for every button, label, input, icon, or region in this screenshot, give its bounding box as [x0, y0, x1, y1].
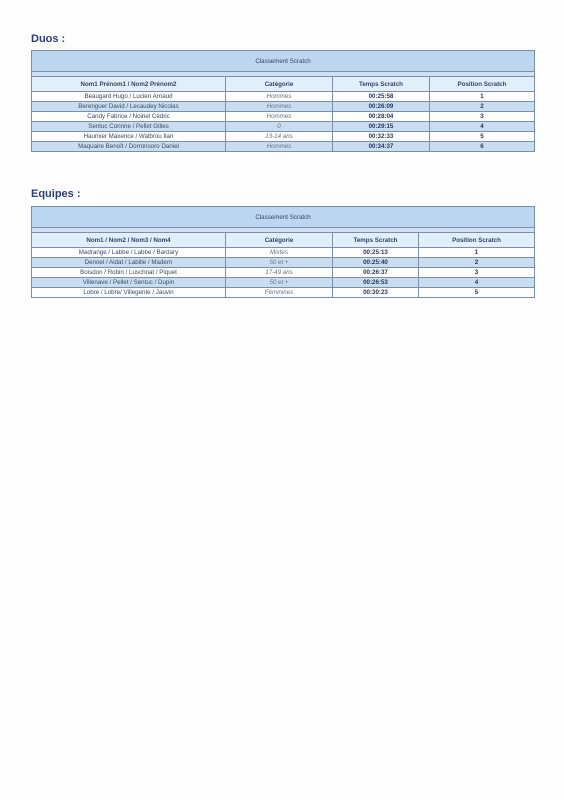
duos-results-table — [31, 50, 535, 152]
time-cell: 00:29:15 — [333, 122, 430, 132]
position-cell: 3 — [430, 112, 535, 122]
table-row — [32, 288, 535, 298]
table-row — [32, 102, 535, 112]
position-cell: 5 — [430, 132, 535, 142]
position-cell: 1 — [430, 92, 535, 102]
equipes-section-title: Equipes : — [31, 188, 81, 200]
time-cell: 00:26:37 — [333, 268, 419, 278]
time-cell: 00:25:58 — [333, 92, 430, 102]
names-cell: Denoel / Aidat / Labille / Madern — [32, 258, 226, 268]
table-row — [32, 258, 535, 268]
column-header-time: Temps Scratch — [333, 77, 430, 92]
names-cell: Candy Fabrice / Noiriel Cédric — [32, 112, 226, 122]
duos-table-caption: Classement Scratch — [32, 51, 535, 72]
category-cell: Hommes — [226, 142, 333, 152]
time-cell: 00:25:40 — [333, 258, 419, 268]
names-cell: Beaugard Hugo / Lucien Arnaud — [32, 92, 226, 102]
column-header-time: Temps Scratch — [333, 233, 419, 248]
position-cell: 2 — [419, 258, 535, 268]
names-cell: Sentuc Corinne / Pellet Gilles — [32, 122, 226, 132]
column-header-names: Nom1 / Nom2 / Nom3 / Nom4 — [32, 233, 226, 248]
column-header-category: Catégorie — [226, 233, 333, 248]
position-cell: 3 — [419, 268, 535, 278]
table-row — [32, 278, 535, 288]
table-row — [32, 268, 535, 278]
names-cell: Villenave / Pellet / Sentuc / Dupin — [32, 278, 226, 288]
names-cell: Berenguer David / Lecaudey Nicolas — [32, 102, 226, 112]
time-cell: 00:34:37 — [333, 142, 430, 152]
names-cell: Haumier Maxence / Walbrou Ilan — [32, 132, 226, 142]
category-cell: Hommes — [226, 102, 333, 112]
duos-section-title: Duos : — [31, 33, 66, 45]
names-cell: Boisdon / Robin / Luschnat / Piquet — [32, 268, 226, 278]
position-cell: 4 — [419, 278, 535, 288]
equipes-table-caption: Classement Scratch — [32, 207, 535, 228]
category-cell: 17-49 ans — [226, 268, 333, 278]
names-cell: Maquaire Benoît / Dorronsoro Daniel — [32, 142, 226, 152]
table-row — [32, 112, 535, 122]
table-row — [32, 132, 535, 142]
category-cell: 0 — [226, 122, 333, 132]
time-cell: 00:28:04 — [333, 112, 430, 122]
time-cell: 00:26:53 — [333, 278, 419, 288]
column-header-position: Position Scratch — [419, 233, 535, 248]
category-cell: 50 et + — [226, 278, 333, 288]
position-cell: 5 — [419, 288, 535, 298]
table-row — [32, 248, 535, 258]
column-header-names: Nom1 Prénom1 / Nom2 Prénom2 — [32, 77, 226, 92]
time-cell: 00:26:09 — [333, 102, 430, 112]
column-header-category: Catégorie — [226, 77, 333, 92]
table-row — [32, 92, 535, 102]
category-cell: Mixtes — [226, 248, 333, 258]
names-cell: Madrange / Labbe / Labbe / Bardary — [32, 248, 226, 258]
category-cell: 13-14 ans — [226, 132, 333, 142]
category-cell: 50 et + — [226, 258, 333, 268]
equipes-results-table — [31, 206, 535, 298]
time-cell: 00:32:33 — [333, 132, 430, 142]
time-cell: 00:25:13 — [333, 248, 419, 258]
position-cell: 4 — [430, 122, 535, 132]
table-row — [32, 142, 535, 152]
category-cell: Hommes — [226, 112, 333, 122]
position-cell: 1 — [419, 248, 535, 258]
table-row — [32, 122, 535, 132]
category-cell: Hommes — [226, 92, 333, 102]
names-cell: Lobre / Lobre/ Villegente / Jauvin — [32, 288, 226, 298]
position-cell: 2 — [430, 102, 535, 112]
position-cell: 6 — [430, 142, 535, 152]
time-cell: 00:30:23 — [333, 288, 419, 298]
column-header-position: Position Scratch — [430, 77, 535, 92]
category-cell: Féminines — [226, 288, 333, 298]
